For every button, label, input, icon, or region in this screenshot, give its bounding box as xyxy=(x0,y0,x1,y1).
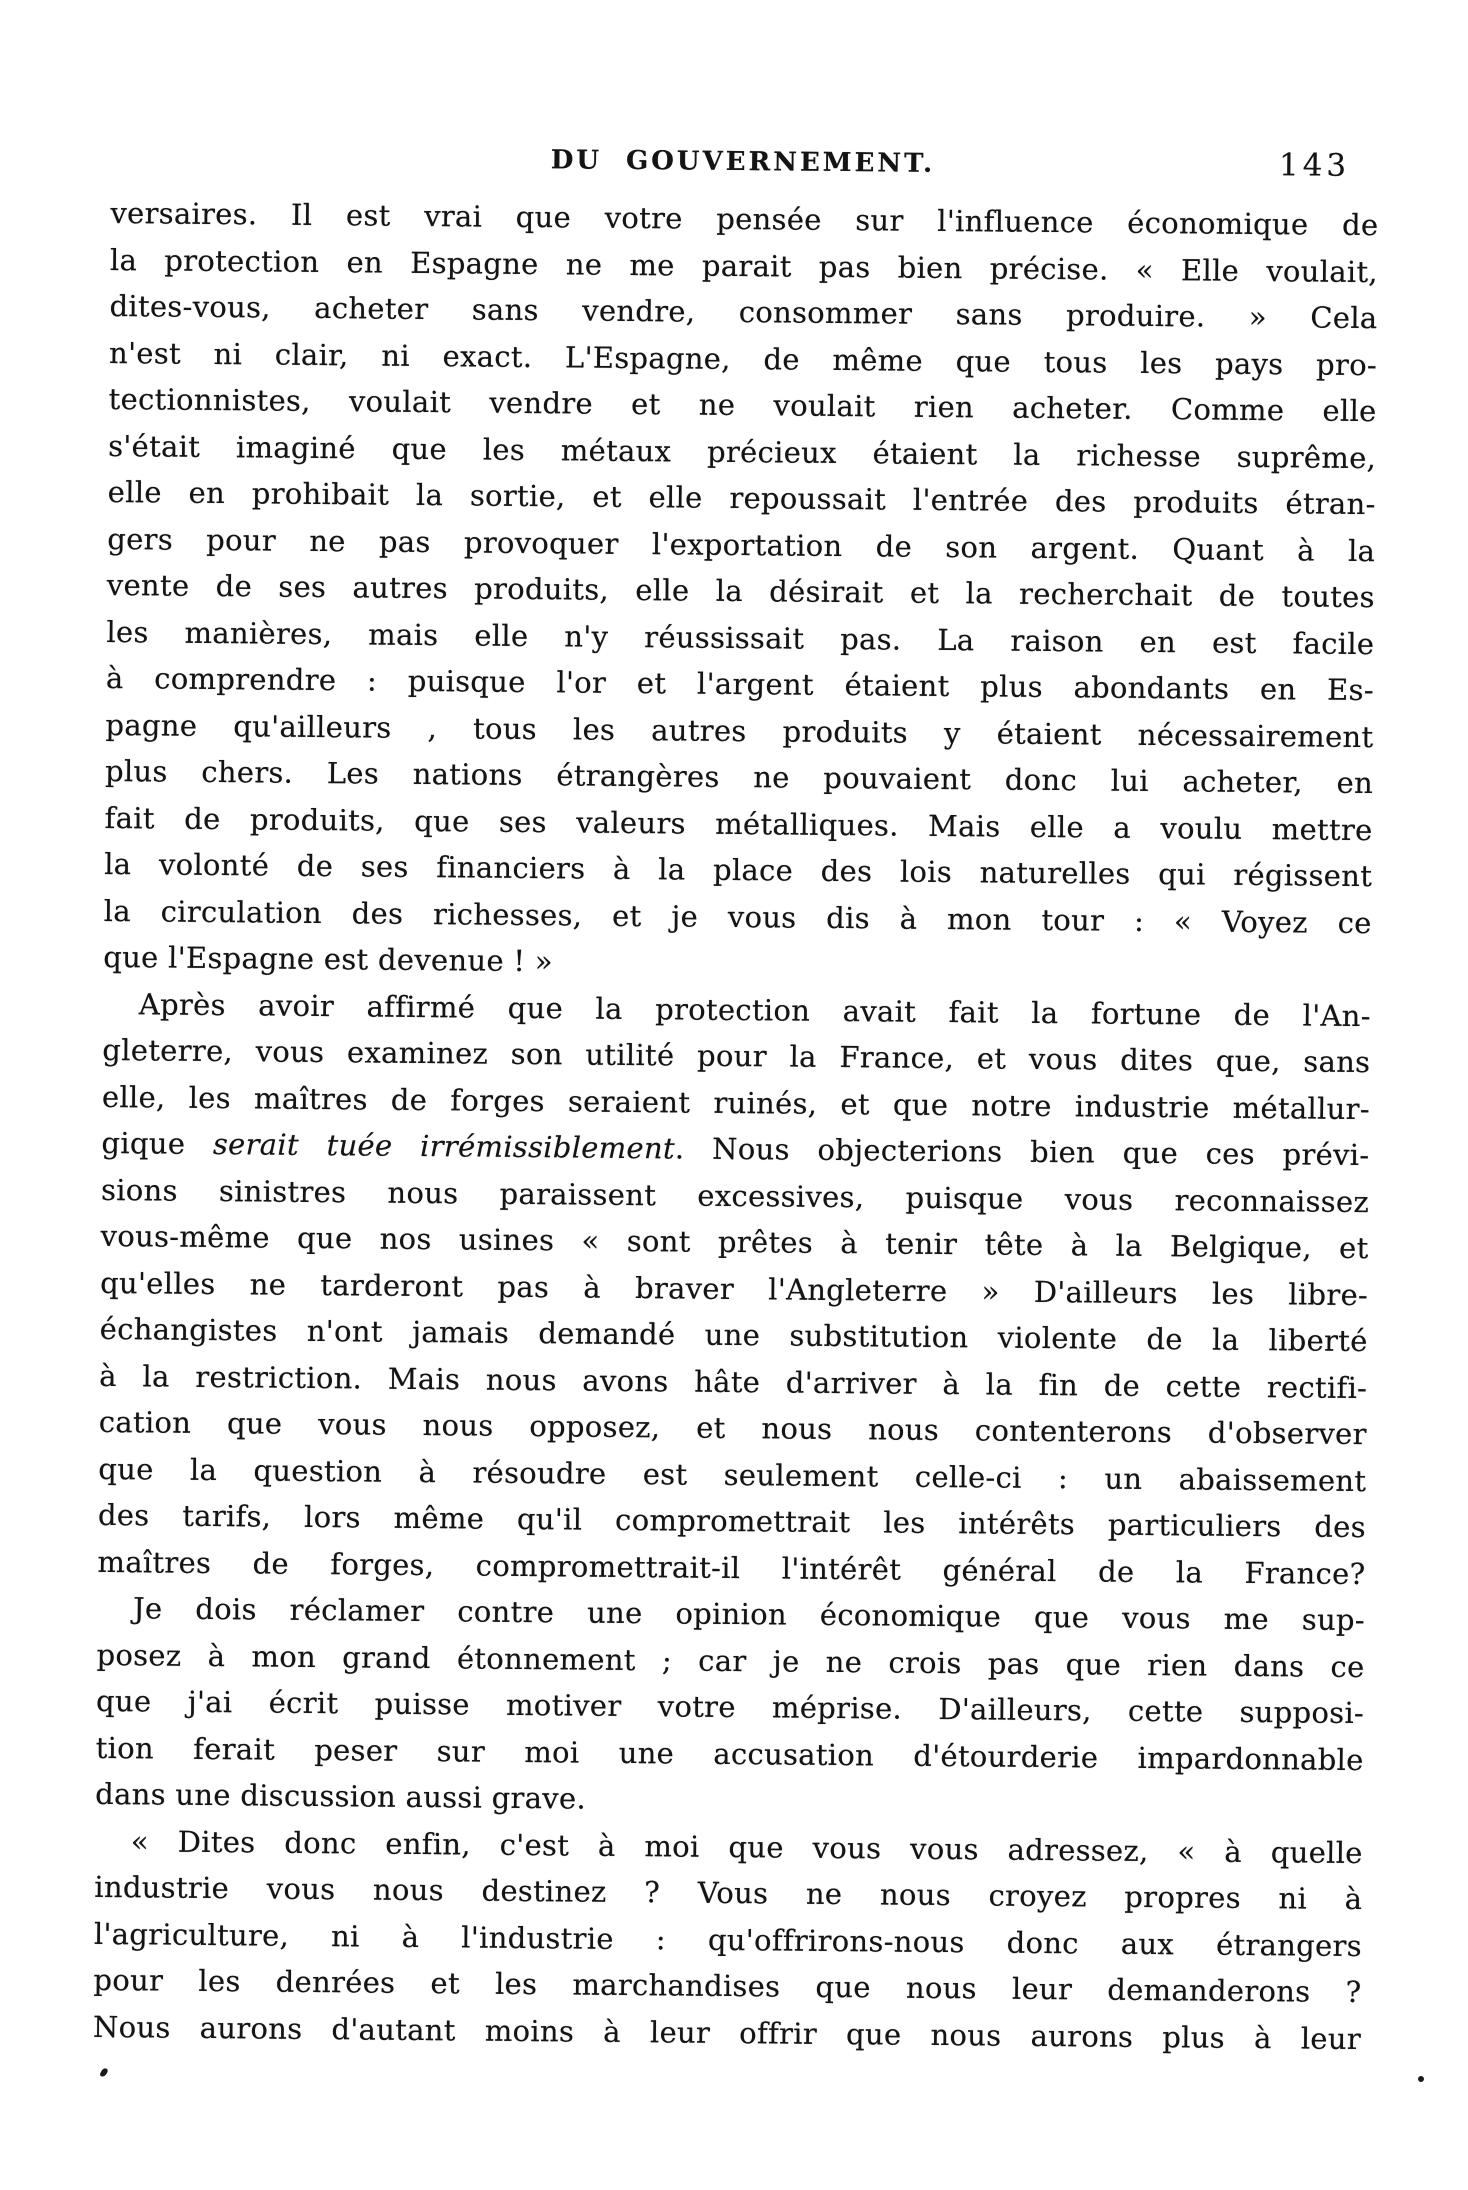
text-line: « Dites donc enfin, c'est à moi que vous vous adressez, « à quelle xyxy=(130,1823,1363,1870)
text-line: s'était imaginé que les métaux précieux étaient la richesse suprême, xyxy=(108,428,1377,475)
text-line: pagne qu'ailleurs , tous les autres produits y étaient nécessairement xyxy=(105,707,1374,754)
scan-artifact xyxy=(1418,2076,1424,2082)
text-line: tion ferait peser sur moi une accusation d'étourderie impardonnable xyxy=(95,1730,1364,1777)
text-line: Nous aurons d'autant moins à leur offrir que nous aurons plus à leur xyxy=(92,2009,1362,2056)
text-line: que j'ai écrit puisse motiver votre méprise. D'ailleurs, cette supposi- xyxy=(95,1683,1365,1731)
text-line: sions sinistres nous paraissent excessives, puisque vous reconnaissez xyxy=(100,1172,1370,1219)
text-line: des tarifs, lors même qu'il compromettrait les intérêts particuliers des xyxy=(97,1497,1367,1545)
text-line: la volonté de ses financiers à la place des lois naturelles qui régissent xyxy=(104,846,1373,894)
text-line: cation que vous nous opposez, et nous nous contenterons d'observer xyxy=(98,1404,1367,1452)
text-line: à la restriction. Mais nous avons hâte d'arriver à la fin de cette rectifi- xyxy=(99,1358,1368,1405)
text-line: que l'Espagne est devenue ! » xyxy=(103,939,554,979)
text-line: la protection en Espagne ne me parait pas bien précise. « Elle voulait, xyxy=(109,242,1379,289)
page-number: 143 xyxy=(1278,147,1351,184)
text-line: gers pour ne pas provoquer l'exportation de son argent. Quant à la xyxy=(107,521,1376,568)
text-line: elle, les maîtres de forges seraient ruinés, et que notre industrie métallur- xyxy=(101,1079,1371,1126)
paragraph xyxy=(95,1585,1365,1830)
text-line: la circulation des richesses, et je vous dis à mon tour : « Voyez ce xyxy=(103,893,1372,940)
text-line: versaires. Il est vrai que votre pensée sur l'influence économique de xyxy=(110,195,1379,243)
paragraph xyxy=(93,1817,1363,2062)
text-line: maîtres de forges, compromettrait-il l'intérêt général de la France? xyxy=(97,1544,1366,1591)
running-header: DU GOUVERNEMENT. xyxy=(550,145,936,179)
text-line: l'agriculture, ni à l'industrie : qu'offrirons-nous donc aux étrangers xyxy=(93,1916,1363,1963)
text-line: vous-même que nos usines « sont prêtes à tenir tête à la Belgique, et xyxy=(100,1218,1369,1266)
paragraph xyxy=(103,190,1379,993)
text-line: dites-vous, acheter sans vendre, consommer sans produire. » Cela xyxy=(109,288,1378,336)
text-line: les manières, mais elle n'y réussissait pas. La raison en est facile xyxy=(106,614,1375,661)
text-segment: gique xyxy=(101,1125,214,1161)
text-line: qu'elles ne tarderont pas à braver l'Angleterre » D'ailleurs les libre- xyxy=(100,1265,1369,1312)
text-line: à comprendre : puisque l'or et l'argent étaient plus abondants en Es- xyxy=(105,660,1375,708)
text-line: fait de produits, que ses valeurs métalliques. Mais elle a voulu mettre xyxy=(104,800,1373,847)
text-line: Je dois réclamer contre une opinion économique que vous me sup- xyxy=(132,1591,1366,1638)
text-line: gleterre, vous examinez son utilité pour la France, et vous dites que, sans xyxy=(102,1032,1371,1080)
text-line: Après avoir affirmé que la protection avait fait la fortune de l'An- xyxy=(138,986,1371,1033)
paragraph xyxy=(97,980,1371,1597)
text-line: industrie vous nous destinez ? Vous ne nous croyez propres ni à xyxy=(94,1869,1363,1917)
text-line: que la question à résoudre est seulement celle-ci : un abaissement xyxy=(98,1451,1367,1498)
text-block xyxy=(93,190,1379,2062)
text-segment: . Nous objecterions bien que ces prévi- xyxy=(674,1131,1370,1173)
text-line: vente de ses autres produits, elle la désirait et la recherchait de toutes xyxy=(106,567,1375,615)
text-line: échangistes n'ont jamais demandé une substitution violente de la liberté xyxy=(99,1311,1368,1359)
text-line: elle en prohibait la sortie, et elle repoussait l'entrée des produits étran- xyxy=(107,474,1376,522)
text-line: pour les denrées et les marchandises que nous leur demanderons ? xyxy=(93,1962,1362,2010)
text-line: plus chers. Les nations étrangères ne pouvaient donc lui acheter, en xyxy=(104,753,1374,801)
text-line: n'est ni clair, ni exact. L'Espagne, de même que tous les pays pro- xyxy=(108,335,1378,382)
text-line: dans une discussion aussi grave. xyxy=(95,1776,587,1816)
text-line: tectionnistes, voulait vendre et ne voulait rien acheter. Comme elle xyxy=(108,381,1377,429)
text-line: posez à mon grand étonnement ; car je ne crois pas que rien dans ce xyxy=(96,1637,1365,1684)
italic-text-segment: serait tuée irrémissiblement xyxy=(212,1127,676,1166)
